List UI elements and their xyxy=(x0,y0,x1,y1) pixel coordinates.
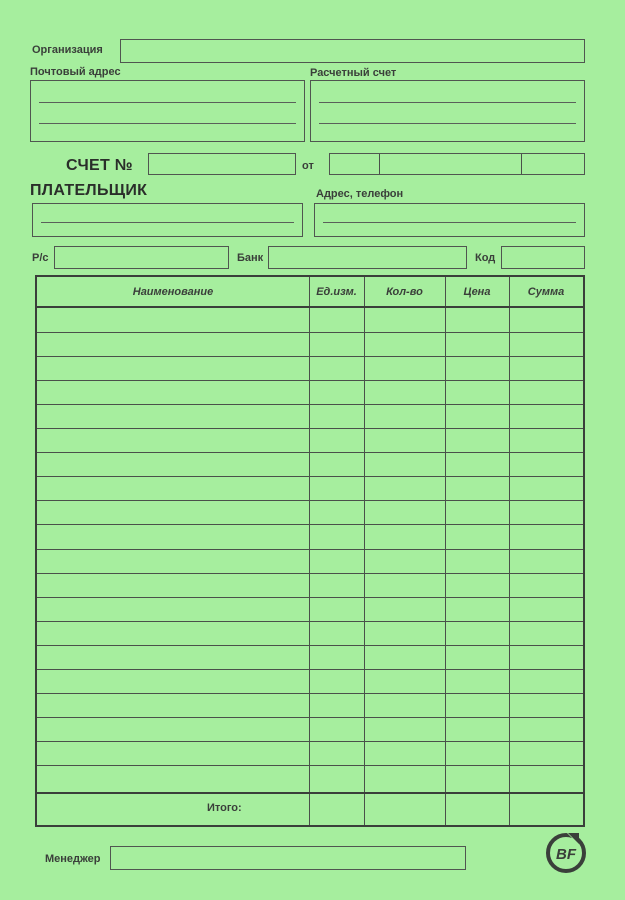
table-row-divider xyxy=(37,573,583,574)
payer-title: ПЛАТЕЛЬЩИК xyxy=(30,182,148,199)
invoice-number-field[interactable] xyxy=(148,153,296,175)
table-row-divider xyxy=(37,380,583,381)
table-row-divider xyxy=(37,693,583,694)
code-field[interactable] xyxy=(501,246,585,269)
table-row-divider xyxy=(37,524,583,525)
account-field[interactable] xyxy=(54,246,229,269)
payer-address-field[interactable] xyxy=(314,203,585,237)
table-row-divider xyxy=(37,428,583,429)
column-divider xyxy=(509,277,510,825)
column-header-price: Цена xyxy=(463,286,491,298)
table-row-divider xyxy=(37,597,583,598)
bf-logo-icon xyxy=(544,830,588,874)
total-divider xyxy=(37,792,583,794)
table-row-divider xyxy=(37,452,583,453)
postal-address-label: Почтовый адрес xyxy=(30,66,121,78)
payer-name-field[interactable] xyxy=(32,203,303,237)
column-header-unit: Ед.изм. xyxy=(316,286,357,298)
table-row-divider xyxy=(37,332,583,333)
table-row-divider xyxy=(37,621,583,622)
items-table xyxy=(35,275,585,827)
bank-field[interactable] xyxy=(268,246,467,269)
column-divider xyxy=(309,277,310,825)
table-row-divider xyxy=(37,645,583,646)
column-header-name: Наименование xyxy=(132,286,214,298)
settlement-account-label: Расчетный счет xyxy=(310,67,397,79)
settlement-account-field[interactable] xyxy=(310,80,585,142)
organization-field[interactable] xyxy=(120,39,585,63)
table-row-divider xyxy=(37,404,583,405)
account-label: Р/с xyxy=(32,252,49,264)
table-row-divider xyxy=(37,669,583,670)
organization-label: Организация xyxy=(32,44,103,56)
column-divider xyxy=(445,277,446,825)
manager-label: Менеджер xyxy=(45,853,101,865)
column-header-sum: Сумма xyxy=(527,286,565,298)
table-row-divider xyxy=(37,356,583,357)
invoice-date-label: от xyxy=(302,160,314,172)
table-row-divider xyxy=(37,476,583,477)
address-phone-label: Адрес, телефон xyxy=(316,188,404,200)
table-row-divider xyxy=(37,741,583,742)
postal-address-field[interactable] xyxy=(30,80,305,142)
header-divider xyxy=(37,306,583,308)
table-row-divider xyxy=(37,717,583,718)
total-label: Итого: xyxy=(207,802,242,814)
column-divider xyxy=(364,277,365,825)
table-row-divider xyxy=(37,500,583,501)
manager-field[interactable] xyxy=(110,846,466,870)
code-label: Код xyxy=(475,252,496,264)
invoice-date-field[interactable] xyxy=(329,153,585,175)
bf-logo-text: BF xyxy=(556,846,576,863)
column-header-quantity: Кол-во xyxy=(386,286,423,298)
bank-label: Банк xyxy=(237,252,264,264)
table-row-divider xyxy=(37,549,583,550)
table-row-divider xyxy=(37,765,583,766)
invoice-title: СЧЕТ № xyxy=(66,157,133,174)
